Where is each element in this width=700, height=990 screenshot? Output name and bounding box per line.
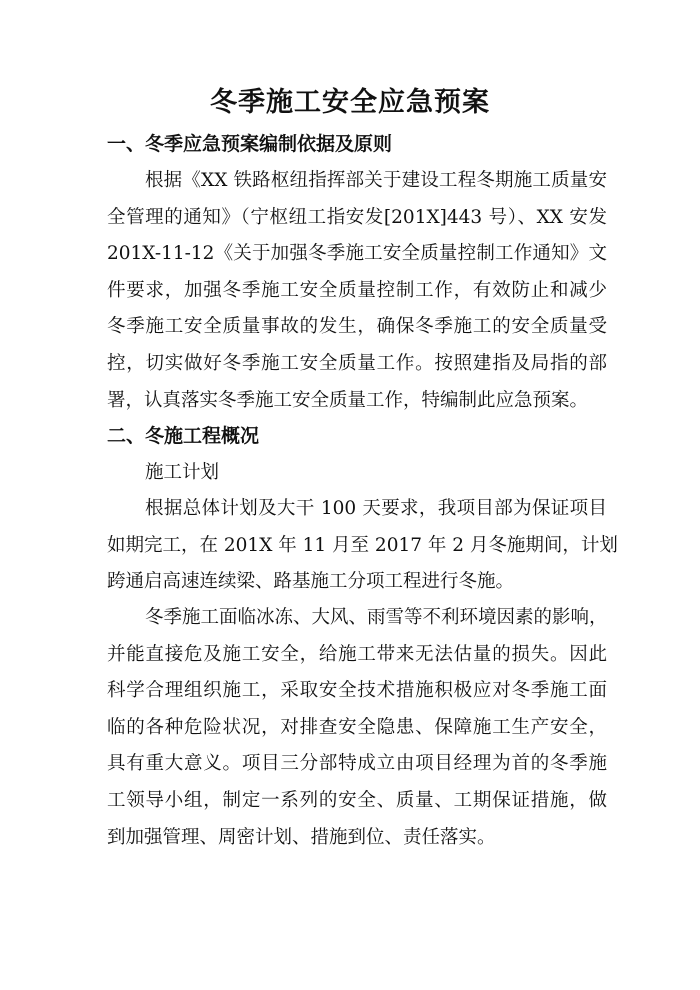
section-2-paragraph-1 bbox=[107, 491, 618, 601]
paragraph-line: 署，认真落实冬季施工安全质量工作，特编制此应急预案。 bbox=[107, 389, 589, 411]
paragraph-line: 冬季施工面临冰冻、大风、雨雪等不利环境因素的影响， bbox=[145, 607, 608, 628]
paragraph-line: 工领导小组，制定一系列的安全、质量、工期保证措施，做 bbox=[107, 789, 607, 811]
paragraph-line: 跨通启高速连续梁、路基施工分项工程进行冬施。 bbox=[107, 571, 515, 593]
document-title: 冬季施工安全应急预案 bbox=[210, 87, 490, 118]
paragraph-line: 并能直接危及施工安全，给施工带来无法估量的损失。因此 bbox=[107, 643, 607, 665]
paragraph-line: 根据总体计划及大干 100 天要求，我项目部为保证项目 bbox=[145, 498, 607, 519]
paragraph-line: 冬季施工安全质量事故的发生，确保冬季施工的安全质量受 bbox=[107, 316, 607, 338]
paragraph-line: 具有重大意义。项目三分部特成立由项目经理为首的冬季施 bbox=[107, 753, 607, 775]
paragraph-line: 临的各种危险状况，对排查安全隐患、保障施工生产安全， bbox=[107, 716, 607, 738]
paragraph-line: 件要求，加强冬季施工安全质量控制工作，有效防止和减少 bbox=[107, 279, 607, 301]
paragraph-line: 控，切实做好冬季施工安全质量工作。按照建指及局指的部 bbox=[107, 352, 607, 374]
subheading-text: 施工计划 bbox=[145, 462, 220, 483]
section-heading-2: 二、冬施工程概况 bbox=[107, 425, 260, 447]
paragraph-line: 根据《XX 铁路枢纽指挥部关于建设工程冬期施工质量安 bbox=[145, 170, 607, 191]
paragraph-line: 全管理的通知》（宁枢纽工指安发[201X]443 号）、XX 安发 bbox=[107, 206, 607, 228]
section-heading-1: 一、冬季应急预案编制依据及原则 bbox=[107, 133, 393, 155]
section-1-paragraph bbox=[107, 163, 607, 419]
paragraph-line: 201X-11-12《关于加强冬季施工安全质量控制工作通知》文 bbox=[107, 243, 607, 265]
section-2-subheading bbox=[107, 455, 607, 492]
paragraph-line: 科学合理组织施工，采取安全技术措施积极应对冬季施工面 bbox=[107, 680, 607, 702]
paragraph-line: 到加强管理、周密计划、措施到位、责任落实。 bbox=[107, 826, 496, 848]
section-2-paragraph-2 bbox=[107, 600, 607, 856]
paragraph-line: 如期完工，在 201X 年 11 月至 2017 年 2 月冬施期间，计划 bbox=[107, 534, 618, 556]
